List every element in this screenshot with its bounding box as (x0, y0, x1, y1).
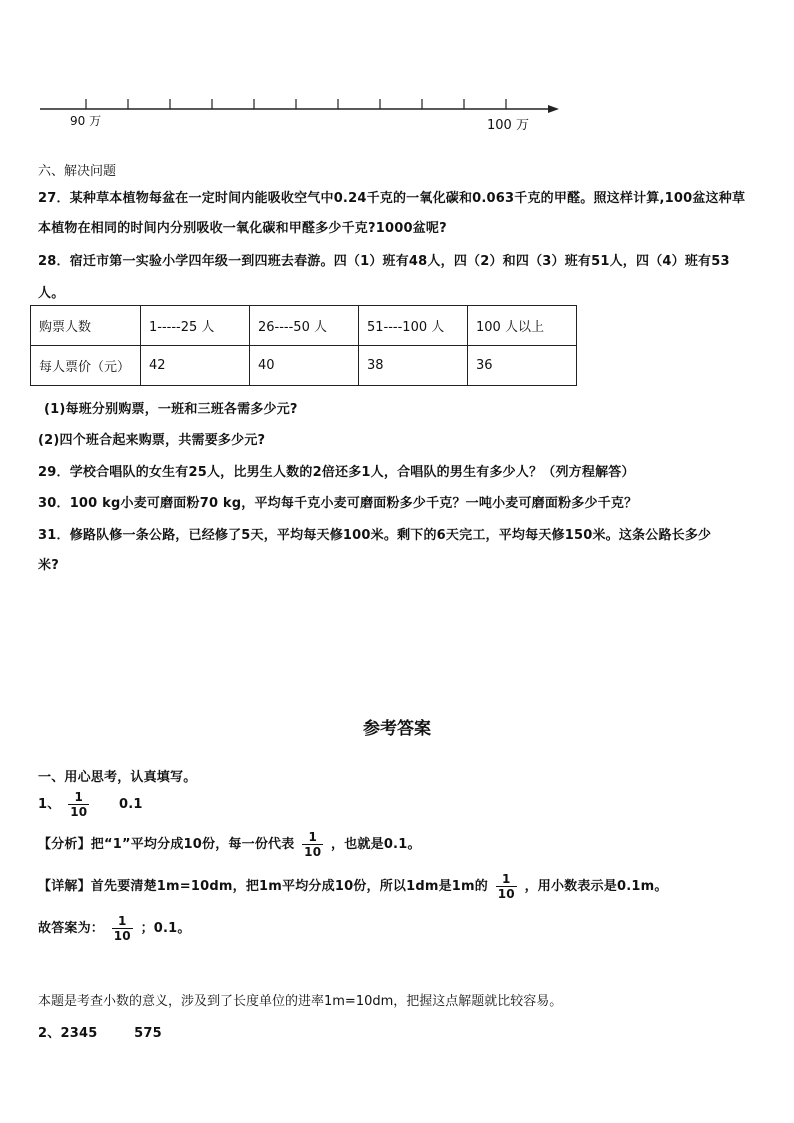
question-28-line-1: 28．宿迁市第一实验小学四年级一到四班去春游。四（1）班有48人，四（2）和四（3）班有51人，四（4）班有53 (38, 254, 730, 269)
fraction-one-tenth: $\frac{1}{10}$ (70, 790, 88, 819)
question-30: 30．100 kg小麦可磨面粉70 kg，平均每千克小麦可磨面粉多少千克？一吨小麦可磨面粉多少千克？ (38, 496, 638, 511)
answer-1-summary: 本题是考查小数的意义，涉及到了长度单位的进率1m=10dm，把握这点解题就比较容易。 (38, 994, 563, 1009)
question-28-sub-1: (1)每班分别购票，一班和三班各需多少元? (44, 402, 298, 417)
answer-1-line (38, 790, 143, 819)
question-27-line-2: 本植物在相同的时间内分别吸收一氧化碳和甲醛多少千克?1000盆呢? (38, 221, 447, 236)
section-heading: 六、解决问题 (38, 164, 117, 179)
question-28-sub-2: (2)四个班合起来购票，共需要多少元? (38, 433, 266, 448)
table-row (31, 346, 577, 386)
question-28-line-2: 人。 (38, 286, 65, 301)
ticket-price-table (30, 305, 577, 386)
table-cell: 51----100 人 (359, 306, 468, 346)
fraction-one-tenth: $\frac{1}{10}$ (497, 872, 515, 901)
question-31-line-1: 31．修路队修一条公路，已经修了5天，平均每天修100米。剩下的6天完工，平均每天修150米。这条公路长多少 (38, 528, 712, 543)
question-29: 29．学校合唱队的女生有25人，比男生人数的2倍还多1人，合唱队的男生有多少人？（列方程解答） (38, 465, 635, 480)
answer-1-number: 1、 (38, 797, 61, 812)
table-cell: 26----50 人 (250, 306, 359, 346)
fraction-one-tenth: $\frac{1}{10}$ (304, 830, 322, 859)
question-27-line-1: 27．某种草本植物每盆在一定时间内能吸收空气中0.24千克的一氧化碳和0.063千克的甲醛。照这样计算,100盆这种草 (38, 191, 746, 206)
answer-1-decimal: 0.1 (119, 797, 143, 812)
table-cell: 36 (468, 346, 577, 386)
answers-title: 参考答案 (363, 719, 431, 739)
fraction-one-tenth: $\frac{1}{10}$ (113, 914, 131, 943)
table-cell: 1-----25 人 (141, 306, 250, 346)
answer-2-line (38, 1022, 162, 1041)
number-line-right-label: 100 万 (487, 118, 529, 133)
answer-1-detail: 【详解】首先要清楚1m=10dm，把1m平均分成10份，所以1dm是1m的 $\frac{1}{10}$ ，用小数表示是0.1m。 (38, 872, 668, 901)
answer-1-analysis: 【分析】把“1”平均分成10份，每一份代表 $\frac{1}{10}$ ，也就是0.1。 (38, 830, 421, 859)
answer-2-number: 2、 (38, 1026, 61, 1041)
table-cell: 40 (250, 346, 359, 386)
table-cell: 购票人数 (31, 306, 141, 346)
answer-2-value-1: 2345 (60, 1026, 98, 1041)
table-row (31, 306, 577, 346)
table-cell: 每人票价（元） (31, 346, 141, 386)
table-cell: 42 (141, 346, 250, 386)
number-line-left-label: 90 万 (70, 114, 102, 128)
answer-1-final: 故答案为： $\frac{1}{10}$ ；0.1。 (38, 914, 191, 943)
answers-section-heading: 一、用心思考，认真填写。 (38, 770, 197, 785)
answer-2-value-2: 575 (134, 1026, 162, 1041)
question-31-line-2: 米? (38, 558, 59, 573)
table-cell: 100 人以上 (468, 306, 577, 346)
table-cell: 38 (359, 346, 468, 386)
